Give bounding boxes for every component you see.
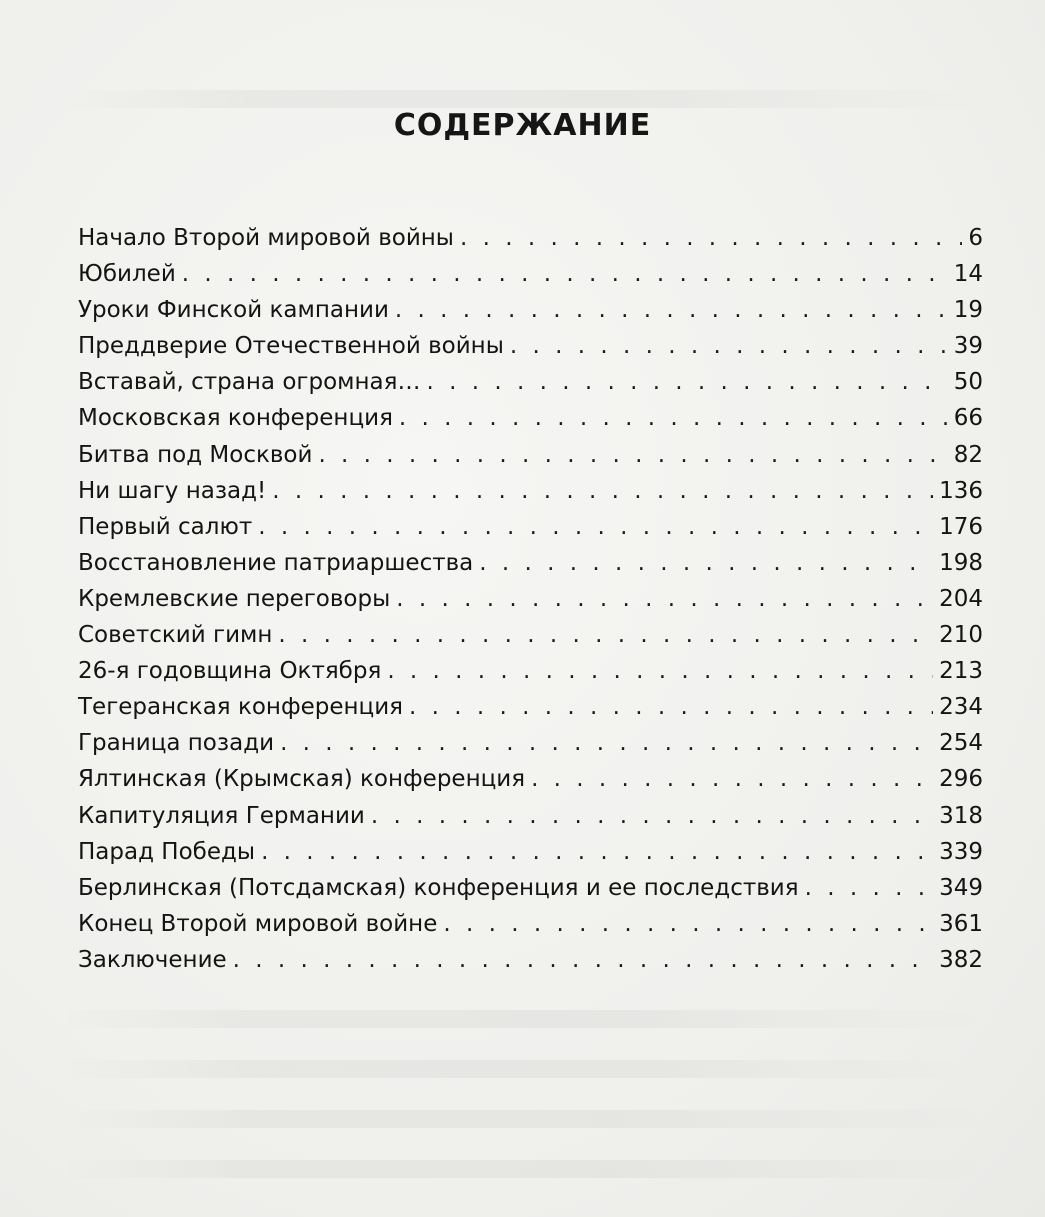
toc-entry (78, 725, 983, 761)
toc-dot-leader (531, 761, 933, 797)
bleed-through-line (60, 1110, 990, 1128)
page-title: СОДЕРЖАНИЕ (393, 108, 652, 143)
toc-entry-title: Московская конференция (78, 405, 393, 432)
toc-entry-title: Берлинская (Потсдамская) конференция и ее последствия (78, 874, 799, 901)
toc-dot-leader (278, 617, 933, 653)
bleed-through-line (60, 1010, 990, 1028)
toc-entry-page: 318 (939, 802, 983, 829)
toc-entry (78, 328, 983, 364)
toc-dot-leader (371, 798, 933, 834)
toc-entry-page: 210 (939, 622, 983, 649)
toc-entry (78, 906, 983, 942)
toc-entry (78, 834, 983, 870)
toc-entry-title: Ни шагу назад! (78, 477, 267, 504)
toc-dot-leader (805, 870, 934, 906)
toc-dot-leader (280, 725, 933, 761)
bleed-through-line (60, 90, 990, 108)
toc-entry-title: Граница позади (78, 730, 275, 757)
toc-dot-leader (443, 906, 933, 942)
toc-entry-page: 50 (953, 369, 983, 396)
toc-entry-title: Парад Победы (78, 838, 256, 865)
toc-dot-leader (258, 509, 933, 545)
toc-entry-page: 204 (939, 585, 983, 612)
toc-entry-title: Восстановление патриаршества (78, 549, 474, 576)
toc-entry (78, 364, 983, 400)
toc-entry (78, 870, 983, 906)
toc-entry-title: Начало Второй мировой войны (78, 225, 454, 251)
bleed-through-line (60, 1160, 990, 1178)
toc-dot-leader (409, 689, 933, 725)
toc-entry (78, 400, 983, 436)
toc-entry-page: 213 (939, 658, 983, 685)
toc-entry (78, 292, 983, 328)
toc-entry-title: Вставай, страна огромная… (78, 369, 421, 396)
toc-entry-page: 82 (953, 441, 983, 468)
toc-entry-page: 19 (953, 297, 983, 324)
toc-entry (78, 942, 983, 978)
bleed-through-line (60, 1060, 990, 1078)
toc-entry-page: 66 (953, 405, 983, 432)
toc-entry-page: 349 (939, 874, 983, 901)
toc-entry (78, 437, 983, 473)
toc-entry-page: 198 (939, 549, 983, 576)
toc-entry-title: Конец Второй мировой войне (78, 910, 438, 937)
toc-entry (78, 581, 983, 617)
toc-entry (78, 653, 983, 689)
toc-dot-leader (182, 256, 948, 292)
toc-entry-page: 39 (953, 333, 983, 360)
toc-dot-leader (387, 653, 933, 689)
toc-entry-title: Уроки Финской кампании (78, 297, 389, 324)
toc-entry (78, 256, 983, 292)
toc-entry-title: Заключение (78, 946, 227, 973)
toc-entry-title: Советский гимн (78, 622, 273, 649)
table-of-contents (78, 220, 983, 978)
toc-dot-leader (396, 581, 933, 617)
toc-entry (78, 545, 983, 581)
toc-dot-leader (510, 328, 948, 364)
toc-entry-page: 361 (939, 910, 983, 937)
toc-entry (78, 617, 983, 653)
toc-dot-leader (261, 834, 933, 870)
toc-entry-title: 26-я годовщина Октября (78, 658, 382, 685)
toc-entry-page: 254 (939, 730, 983, 757)
toc-entry-title: Юбилей (78, 261, 176, 288)
toc-entry-title: Капитуляция Германии (78, 802, 365, 829)
toc-entry-page: 234 (939, 694, 983, 721)
toc-dot-leader (399, 400, 948, 436)
toc-entry-page: 382 (939, 946, 983, 973)
toc-entry-title: Кремлевские переговоры (78, 585, 391, 612)
toc-entry-page: 14 (953, 261, 983, 288)
toc-dot-leader (233, 942, 933, 978)
toc-entry-title: Первый салют (78, 513, 253, 540)
toc-dot-leader (272, 473, 933, 509)
toc-entry (78, 473, 983, 509)
toc-entry-page: 296 (939, 766, 983, 793)
toc-dot-leader (318, 437, 947, 473)
toc-entry (78, 220, 983, 256)
toc-entry-title: Тегеранская конференция (78, 694, 403, 721)
toc-dot-leader (395, 292, 948, 328)
toc-entry (78, 509, 983, 545)
toc-entry (78, 798, 983, 834)
toc-entry-title: Преддверие Отечественной войны (78, 333, 504, 360)
toc-entry-title: Ялтинская (Крымская) конференция (78, 766, 526, 793)
toc-entry-page: 136 (939, 477, 983, 504)
toc-entry-page: 339 (939, 838, 983, 865)
toc-entry-title: Битва под Москвой (78, 441, 313, 468)
toc-entry-page: 176 (939, 513, 983, 540)
toc-entry (78, 689, 983, 725)
toc-dot-leader (479, 545, 933, 581)
toc-entry (78, 761, 983, 797)
toc-dot-leader (426, 364, 947, 400)
toc-dot-leader (460, 220, 962, 256)
toc-entry-page: 6 (968, 225, 983, 251)
